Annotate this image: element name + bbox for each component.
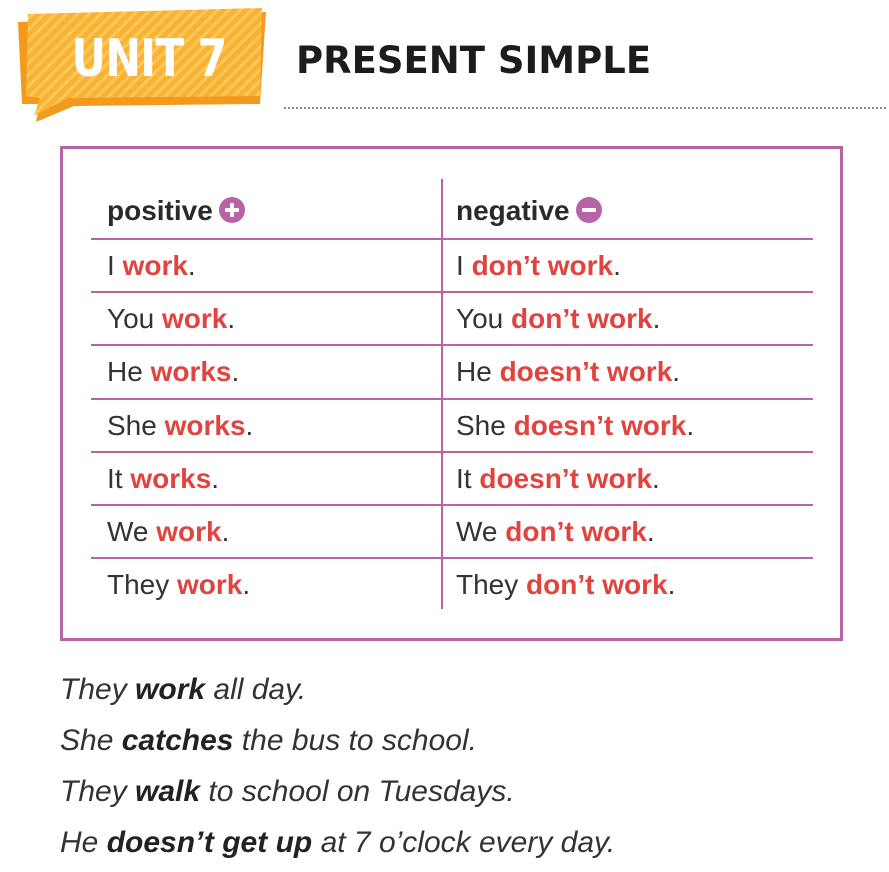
verb-form: don’t work (471, 250, 614, 281)
sentence-text: all day. (205, 673, 307, 706)
sentence-keyword: catches (121, 724, 234, 757)
sentence-text: He (60, 826, 107, 859)
subject: We (456, 516, 506, 547)
subject: It (456, 462, 480, 494)
subject: He (107, 356, 151, 388)
verb-form: doesn’t work (513, 409, 687, 441)
verb-form: doesn’t work (479, 462, 653, 494)
subject: She (107, 409, 165, 441)
sentence-keyword: walk (135, 775, 201, 808)
sentence-text: She (60, 724, 122, 757)
verb-form: work (156, 516, 222, 547)
sentence-text: the bus to school. (233, 724, 477, 757)
period: . (652, 303, 661, 335)
period: . (221, 516, 230, 547)
column-divider (441, 179, 443, 609)
subject: You (456, 303, 512, 335)
subject: He (456, 356, 500, 388)
verb-form: don’t work (505, 516, 647, 547)
subject: She (456, 409, 514, 441)
verb-form: work (177, 569, 243, 601)
verb-form: doesn’t work (499, 356, 673, 388)
period: . (231, 356, 240, 388)
subject: I (107, 250, 123, 281)
positive-header-label: positive (107, 195, 213, 226)
verb-form: don’t work (511, 303, 653, 335)
row-divider (91, 238, 813, 240)
negative-form-cell (456, 293, 660, 345)
negative-form-cell (456, 240, 621, 292)
positive-form-cell (107, 293, 235, 345)
plus-circle-icon (219, 197, 245, 223)
grammar-table (60, 146, 843, 641)
verb-form: work (122, 250, 188, 281)
example-sentence (60, 766, 880, 817)
negative-form-cell (456, 559, 675, 611)
period: . (652, 462, 660, 494)
subject: We (107, 516, 157, 547)
verb-form: work (162, 303, 228, 335)
negative-form-cell (456, 346, 680, 398)
example-sentences (60, 664, 880, 868)
negative-header (456, 185, 602, 237)
example-sentence (60, 817, 880, 868)
unit-badge (14, 8, 272, 124)
period: . (211, 462, 220, 494)
period: . (242, 569, 251, 601)
period: . (672, 356, 681, 388)
verb-form: works (164, 409, 246, 441)
subject: They (456, 569, 527, 601)
verb-form: works (150, 356, 232, 388)
sentence-text: at 7 o’clock every day. (312, 826, 616, 859)
period: . (646, 516, 655, 547)
subject: I (456, 250, 472, 281)
example-sentence (60, 715, 880, 766)
period: . (227, 303, 236, 335)
positive-form-cell (107, 346, 239, 398)
subject: You (107, 303, 163, 335)
example-sentence (60, 664, 880, 715)
verb-form: works (130, 462, 212, 494)
negative-form-cell (456, 506, 655, 558)
positive-header (107, 185, 245, 237)
sentence-text: They (60, 775, 136, 808)
subject: It (107, 462, 131, 494)
negative-header-label: negative (456, 195, 570, 226)
unit-label: UNIT 7 (71, 29, 227, 89)
title-divider (284, 107, 886, 109)
period: . (187, 250, 196, 281)
negative-form-cell (456, 400, 694, 452)
page-title: PRESENT SIMPLE (296, 39, 652, 82)
positive-form-cell (107, 240, 196, 292)
period: . (613, 250, 621, 281)
period: . (686, 409, 695, 441)
negative-form-cell (456, 453, 660, 505)
verb-form: don’t work (526, 569, 668, 601)
positive-form-cell (107, 559, 250, 611)
positive-form-cell (107, 506, 229, 558)
period: . (245, 409, 254, 441)
sentence-keyword: work (135, 673, 206, 706)
positive-form-cell (107, 453, 219, 505)
minus-circle-icon (576, 197, 602, 223)
subject: They (107, 569, 178, 601)
sentence-text: to school on Tuesdays. (200, 775, 515, 808)
sentence-text: They (60, 673, 136, 706)
period: . (667, 569, 676, 601)
sentence-keyword: doesn’t get up (106, 826, 313, 859)
positive-form-cell (107, 400, 253, 452)
